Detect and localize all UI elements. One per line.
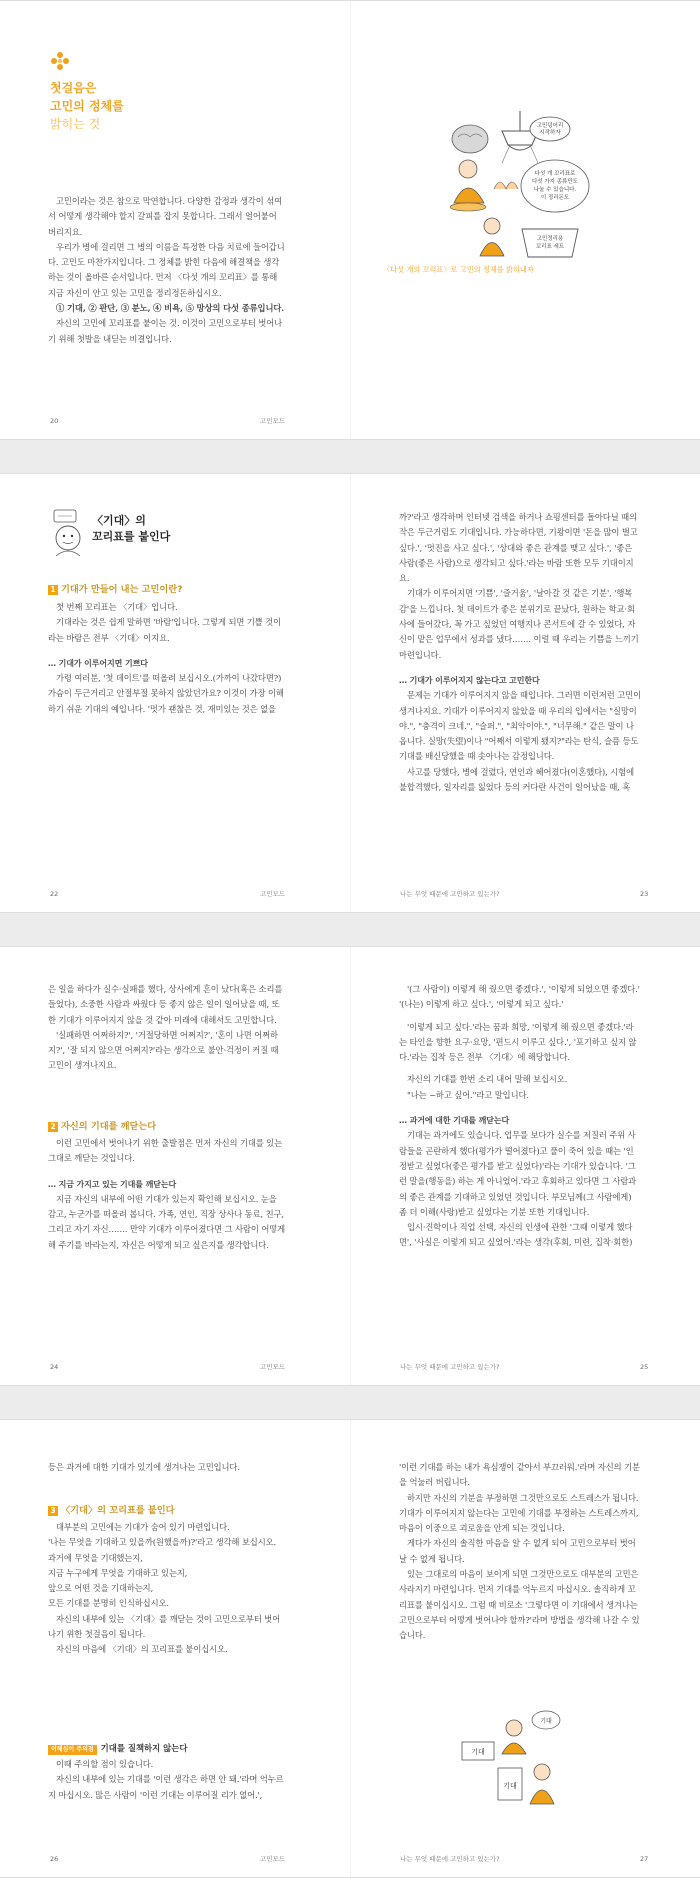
page-number: 20	[50, 417, 59, 425]
page-27	[350, 1420, 700, 1877]
bubble-text-1: 고민덩어리	[536, 123, 564, 129]
warning-title: 기대를 질책하지 않는다	[100, 1743, 188, 1753]
warning-tag: 이해심이 주의점	[48, 1745, 97, 1755]
body-text	[48, 1757, 286, 1803]
paragraph: 이때 주의할 점이 있습니다.	[56, 1759, 154, 1769]
svg-text:다섯 개 꼬리표로: 다섯 개 꼬리표로	[534, 171, 576, 177]
chapter-title-line3: 밝히는 것	[50, 117, 101, 131]
section-number-badge: 2	[48, 1122, 58, 1132]
warning-heading	[48, 1742, 187, 1755]
page-20	[0, 1, 350, 439]
body-text	[399, 982, 641, 1251]
paragraph: 고민이라는 것은 참으로 막연합니다. 다양한 감정과 생각이 섞여서 어떻게 생각해야 할지 갈피를 잡지 못합니다. 그래서 얼어붙어 버리지요.	[48, 196, 283, 237]
section-title-line1: 〈기대〉의	[92, 514, 146, 527]
section-title-line2: 꼬리표를 붙인다	[92, 530, 171, 543]
paragraph: 기대라는 것은 쉽게 말하면 '바람'입니다. 그렇게 되면 기쁠 것이라는 바람은 전부 〈기대〉이지요.	[48, 617, 282, 643]
subheading: … 지금 가지고 있는 기대를 깨닫는다	[48, 1179, 177, 1189]
subsection-heading	[48, 1502, 175, 1516]
page-number: 27	[640, 1855, 649, 1863]
paragraph: 사고를 당했다, 병에 걸렸다, 연인과 헤어졌다(이혼했다), 시험에 불합격했다, 일자리를 잃었다 등의 커다란 사건이 일어났을 때, 혹	[399, 766, 634, 793]
svg-text:꼬리표 세트: 꼬리표 세트	[535, 244, 565, 250]
paragraph: 게다가 자신의 솔직한 마음을 알 수 없게 되어 고민으로부터 벗어날 수 없게 됩니다.	[399, 1538, 636, 1564]
spread-pages-26-27	[0, 1419, 700, 1878]
paragraph: 입시·진학이나 직업 선택, 자신의 인생에 관한 '그때 이렇게 했다면', '사실은 이렇게 되고 싶었어.'라는 생각(후회, 미련, 집착·회한)	[399, 1222, 633, 1248]
body-text	[48, 600, 286, 717]
body-text	[48, 1136, 286, 1253]
subheading: … 기대가 이루어지면 기쁘다	[48, 658, 148, 668]
illustration-caption: 〈다섯 개의 꼬리표〉로 고민의 정체를 밝혀내자	[383, 265, 534, 274]
svg-text:기대: 기대	[471, 1748, 485, 1756]
chapter-title-line2: 고민의 정체를	[50, 99, 124, 113]
body-text	[48, 1460, 286, 1475]
page-number: 26	[50, 1855, 59, 1863]
paragraph: 우리가 병에 걸리면 그 병의 이름을 특정한 다음 치료에 들어갑니다. 고민도 마찬가지입니다. 그 정체를 밝힌 다음에 해결책을 생각하는 것이 올바른 순서입니다. 먼저 〈다섯 개의 꼬리표〉를 통해 지금 자신이 안고 있는 고민을 정리정돈하십시오.	[48, 241, 285, 298]
running-head: 고민모드	[260, 417, 286, 425]
paragraph: 대부분의 고민에는 기대가 숨어 있기 마련입니다.	[56, 1522, 230, 1532]
paragraph: 첫 번째 꼬리표는 〈기대〉입니다.	[56, 602, 178, 612]
chapter-title	[50, 79, 124, 133]
running-head: 나는 무엇 때문에 고민하고 있는가?	[400, 1855, 500, 1863]
paragraph: 모든 기대를 분명히 인식하십시오.	[48, 1598, 169, 1609]
paragraph: '이런 기대를 하는 내가 욕심쟁이 같아서 부끄러워.'라며 자신의 기분을 억눌러 버립니다.	[399, 1462, 640, 1488]
body-text	[48, 194, 286, 347]
svg-text:나눌 수 있습니다.: 나눌 수 있습니다.	[533, 187, 577, 193]
page-number: 24	[50, 1363, 59, 1371]
subsection-heading	[48, 1118, 156, 1132]
svg-text:다섯 가지 종류만도: 다섯 가지 종류만도	[531, 179, 579, 185]
flower-ornament-icon	[50, 51, 70, 71]
page-21	[350, 1, 700, 439]
svg-text:기대: 기대	[540, 1718, 552, 1725]
paragraph: 까?'라고 생각하며 인터넷 검색을 하거나 쇼핑센터를 돌아다닐 때의 작은 두근거림도 기대입니다. 가능하다면, 기왕이면 '돈을 많이 벌고 싶다.', '멋진을 사고 싶다.', '상대와 좋은 관계를 맺고 싶다.', '좋은 사람(좋은 사람)으로 생각되고 싶다.'라는 바람 또한 모두 기대이지요.	[399, 512, 638, 584]
paragraph: 하지만 자신의 기분을 부정하면 그것만으로도 스트레스가 됩니다. 기대가 이루어지지 않는다는 고민에 기대를 부정하는 스트레스까지, 마음이 이중으로 괴로움을 안게 되는 것입니다.	[399, 1492, 639, 1534]
subsection-title: 기대가 만들어 내는 고민이란?	[61, 584, 183, 595]
svg-text:이 정리돈도: 이 정리돈도	[540, 195, 570, 201]
paragraph: 은 일을 하다가 실수·실패를 했다, 상사에게 혼이 났다(혹은 소리를 들었다), 소중한 사람과 싸웠다 등 좋지 않은 일이 일어났을 때, 또한 기대가 이루어지지 않을 것 같아 미래에 대해서도 고민합니다.	[48, 984, 283, 1025]
page-24	[0, 947, 350, 1385]
body-text	[48, 1520, 286, 1658]
running-head: 고민모드	[260, 1363, 286, 1371]
paragraph: 가령 여러분, '첫 데이트'를 떠올려 보십시오.(가까이 나갔다면?) 가슴이 두근거리고 안절부절 못하지 않았던가요? 이것이 가장 이해하기 쉬운 기대의 예입니다. '멋가 괜찮은 것, 재미있는 것은 없을	[48, 673, 284, 714]
body-text	[399, 1460, 641, 1644]
paragraph: 자신의 내부에 있는 〈기대〉를 깨닫는 것이 고민으로부터 벗어나기 위한 첫걸음이 됩니다.	[48, 1613, 281, 1640]
running-head: 고민모드	[260, 890, 286, 898]
paragraph: 지금 자신의 내부에 어떤 기대가 있는지 확인해 보십시오. 눈을 감고, 누군가를 떠올려 봅니다. 가족, 연인, 직장 상사나 동료, 친구, 그리고 자기 자신……. 만약 기대가 이루어졌다면 그 사람이 어떻게 해 주기를 바라는지, 자신은 어떻게 되고 싶은지를 생각합니다.	[48, 1193, 286, 1250]
body-text	[48, 982, 286, 1074]
paragraph: 자신의 기대를 한번 소리 내어 말해 보십시오.	[407, 1074, 568, 1085]
paragraph: 과거에 무엇을 기대했는지,	[48, 1552, 143, 1563]
body-text	[399, 510, 641, 795]
paragraph: 있는 그대로의 마음이 보이게 되면 그것만으로도 대부분의 고민은 사라지기 마련입니다. 먼저 기대를 억누르지 마십시오. 솔직하게 꼬리표를 붙이십시오. 그럼 때 비로소 '그렇다면 이 기대에서 생겨나는 고민으로부터 어떻게 벗어나야 할까?'라며 방법을 생각해 나갈 수 있습니다.	[399, 1569, 640, 1641]
page-26	[0, 1420, 350, 1877]
paragraph: 기대는 과거에도 있습니다. 업무를 보다가 실수를 저질러 주위 사람들을 곤란하게 했다(평가가 떨어졌다)고 풀이 죽어 있을 때는 '인정받고 싶었다(좋은 평가를 받고 싶었다)'라는 기대가 있습니다. '그런 말을(행동을) 하는 게 아니었어.'라고 후회하고 있다면 그 사람과의 좋은 관계를 기대하고 있었던 것입니다. 부모님께(그 사람에게) 좀 더 이해(사랑)받고 싶었다는 기분 또한 기대입니다.	[399, 1130, 637, 1217]
section-title	[92, 513, 170, 545]
paragraph: 문제는 기대가 이루어지지 않을 때입니다. 그러면 이런저런 고민이 생겨나지요. 기대가 이루어지지 않았을 때 우리의 입에서는 "실망이야.", "충격이 크네.", "슬퍼.", "최악이야.", "너무해." 같은 말이 나옵니다. 실망(失望)이나 "어째서 이렇게 됐지?"라는 탄식, 슬픔 등도 기대를 배신당했을 때 솟아나는 감정입니다.	[399, 690, 642, 762]
page-23	[350, 474, 700, 912]
paragraph: 이런 고민에서 벗어나기 위한 출발점은 먼저 자신의 기대를 있는 그대로 깨닫는 것입니다.	[48, 1138, 283, 1164]
subsection-title: 자신의 기대를 깨닫는다	[61, 1121, 157, 1132]
paragraph: '(그 사람이) 이렇게 해 줬으면 좋겠다.', '이렇게 되었으면 좋겠다.' '(나는) 이렇게 하고 싶다.', '이렇게 되고 싶다.'	[399, 984, 640, 1010]
paragraph: 앞으로 어떤 것을 기대하는지,	[48, 1583, 154, 1594]
paragraph: 기대가 이루어지면 '기쁨', '즐거움', '날아갈 것 같은 기분', '행복감'을 느낍니다. 첫 데이트가 좋은 분위기로 끝났다, 원하는 학교·회사에 들어갔다, 꼭 가고 싶었던 여행지나 콘서트에 갈 수 있었다, 자신이 맡은 업무에서 성과를 냈다……. 이럴 때 우리는 기쁨을 느끼기 마련입니다.	[399, 588, 639, 660]
subsection-heading	[48, 581, 182, 595]
paragraph: 자신의 고민에 꼬리표를 붙이는 것. 이것이 고민으로부터 벗어나기 위해 첫발을 내딛는 비결입니다.	[48, 318, 283, 344]
chapter-title-line1: 첫걸음은	[50, 81, 97, 95]
paragraph: ① 기대, ② 판단, ③ 분노, ④ 비욕, ⑤ 망상의 다섯 종류입니다.	[56, 303, 285, 314]
section-number-badge: 1	[48, 585, 58, 595]
page-22	[0, 474, 350, 912]
running-head: 나는 무엇 때문에 고민하고 있는가?	[400, 1363, 500, 1371]
subheading: … 기대가 이루어지지 않는다고 고민한다	[399, 675, 540, 685]
paragraph: 지금 누구에게 무엇을 기대하고 있는지,	[48, 1567, 188, 1578]
page-number: 25	[640, 1363, 649, 1371]
svg-text:고민정리용: 고민정리용	[536, 236, 564, 242]
section-number-badge: 3	[48, 1506, 58, 1516]
paragraph: "나는 ~하고 싶어."라고 말입니다.	[407, 1089, 529, 1100]
spread-pages-20-21	[0, 0, 700, 440]
running-head: 고민모드	[260, 1855, 286, 1863]
page-number: 23	[640, 890, 649, 898]
paragraph: '나는 무엇을 기대하고 있을까(원했을까)?'라고 생각해 보십시오.	[48, 1537, 277, 1548]
paragraph: '실패하면 어쩌하지?', '거절당하면 어쩌지?', '혼이 나면 어쩌하지?', '잘 되지 않으면 어쩌지?'라는 생각으로 불안·걱정이 커질 때 고민이 생겨나지요.	[48, 1029, 279, 1071]
subsection-title: 〈기대〉의 꼬리표를 붙인다	[61, 1505, 175, 1516]
spread-pages-24-25	[0, 946, 700, 1386]
spread-pages-22-23	[0, 473, 700, 913]
monk-labeling-illustration	[458, 1706, 568, 1806]
page-number: 22	[50, 890, 59, 898]
monk-illustration	[440, 111, 600, 261]
svg-text:시작하자: 시작하자	[539, 130, 561, 136]
paragraph: 자신의 마음에 〈기대〉의 꼬리표를 붙이십시오.	[56, 1644, 228, 1655]
paragraph: '이렇게 되고 싶다.'라는 꿈과 희망, '이렇게 해 줬으면 좋겠다.'라는 타인을 향한 요구·요망, '편드시 이루고 싶다.', '포기하고 싶지 않다.'라는 집착 등은 전부 〈기대〉에 해당합니다.	[399, 1021, 637, 1063]
running-head: 나는 무엇 때문에 고민하고 있는가?	[400, 890, 500, 898]
paragraph: 등은 과거에 대한 기대가 있기에 생겨나는 고민입니다.	[48, 1462, 240, 1472]
page-25	[350, 947, 700, 1385]
paragraph: 자신의 내부에 있는 기대를 '이런 생각은 하면 안 돼.'라며 억누르지 마십시오. 많은 사람이 '이런 기대는 이루어질 리가 없어.',	[48, 1774, 284, 1800]
sticker-character-icon	[48, 508, 88, 558]
svg-text:기대: 기대	[503, 1782, 517, 1790]
subheading: … 과거에 대한 기대를 깨닫는다	[399, 1116, 510, 1126]
